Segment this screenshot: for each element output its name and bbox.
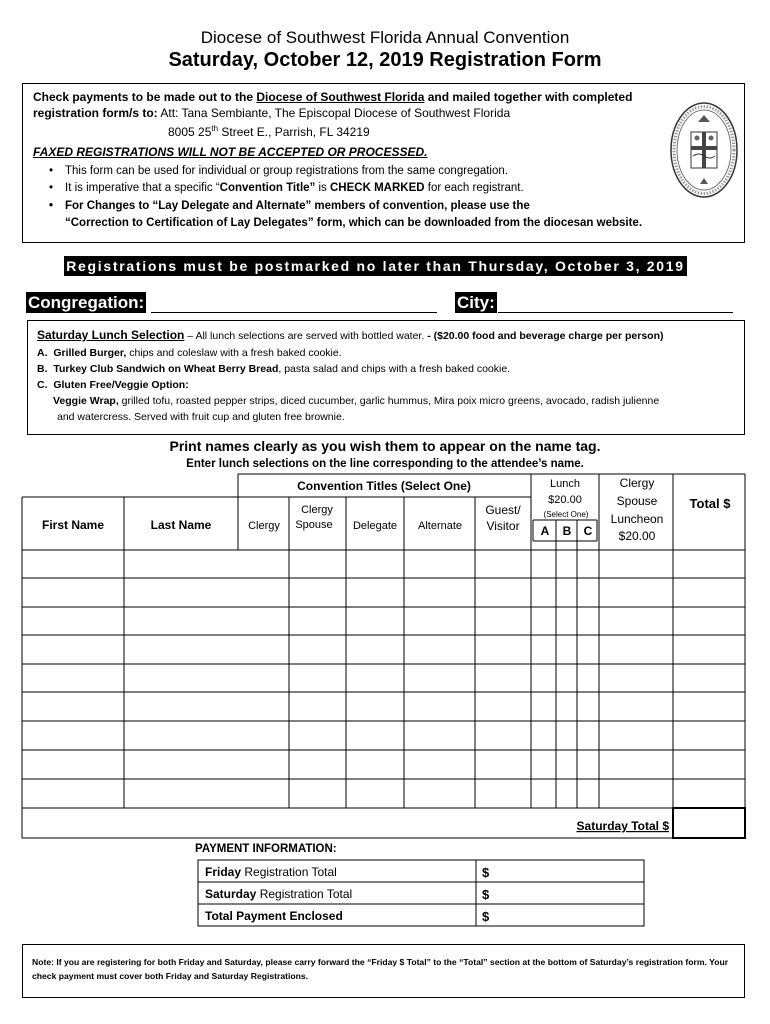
col-csl-3: Luncheon: [610, 512, 664, 526]
saturday-amount-field[interactable]: $: [482, 887, 490, 902]
col-csl-2: Spouse: [616, 494, 658, 508]
col-first-name: First Name: [41, 518, 105, 532]
col-delegate: Delegate: [352, 520, 398, 532]
lunch-option-a: A. Grilled Burger, chips and coleslaw with a fresh baked cookie.: [37, 347, 342, 359]
postmark-deadline-banner: Registrations must be postmarked no later than Thursday, October 3, 2019: [64, 256, 687, 276]
bullet-lay-delegate: • For Changes to “Lay Delegate and Alternate” members of convention, please use the: [65, 200, 530, 212]
form-title-line2: Saturday, October 12, 2019 Registration Form: [168, 49, 602, 71]
form-title-line1: Diocese of Southwest Florida Annual Convention: [200, 28, 570, 47]
col-lunch-b: B: [562, 524, 572, 538]
col-clergy-spouse-1: Clergy: [301, 504, 333, 516]
col-csl-4: $20.00: [618, 529, 656, 543]
bullet-lay-delegate-cont: “Correction to Certification of Lay Delegates” form, which can be downloaded from the diocesan website.: [65, 217, 643, 229]
col-total: Total $: [689, 496, 731, 511]
note-box: [22, 944, 745, 998]
check-instructions: Check payments to be made out to the Diocese of Southwest Florida and mailed together with completed: [33, 90, 633, 104]
col-lunch-2: $20.00: [548, 494, 582, 506]
col-guest-2: Visitor: [486, 519, 520, 533]
friday-amount-field[interactable]: $: [482, 865, 490, 880]
mailing-address: 8005 25th Street E., Parrish, FL 34219: [168, 124, 370, 139]
col-csl-1: Clergy: [619, 476, 655, 490]
payment-friday-row: Friday Registration Total: [205, 865, 337, 879]
mailing-line: registration form/s to: Att: Tana Sembiante, The Episcopal Diocese of Southwest Florida: [33, 106, 511, 120]
col-last-name: Last Name: [150, 518, 212, 532]
lunch-heading: Saturday Lunch Selection – All lunch selections are served with bottled water. - ($20.00 food and beverage charge per person): [37, 328, 664, 342]
payment-info-title: PAYMENT INFORMATION:: [195, 843, 337, 855]
col-guest-1: Guest/: [485, 503, 521, 517]
total-amount-field[interactable]: $: [482, 909, 490, 924]
lunch-entry-instruction: Enter lunch selections on the line corresponding to the attendee’s name.: [186, 458, 584, 470]
col-lunch-a: A: [540, 524, 550, 538]
lunch-option-c-detail: Veggie Wrap, grilled tofu, roasted pepper strips, diced cucumber, garlic hummus, Mira poix micro greens, avocado, radish julienne: [53, 395, 660, 407]
lunch-option-c: C. Gluten Free/Veggie Option:: [37, 379, 189, 391]
col-lunch-1: Lunch: [550, 478, 580, 490]
col-lunch-3: (Select One): [543, 510, 589, 519]
fax-warning: FAXED REGISTRATIONS WILL NOT BE ACCEPTED OR PROCESSED.: [33, 145, 428, 159]
note-text: Note: If you are registering for both Friday and Saturday, please carry forward the “Friday $ Total” to the “Total” section at the bottom of Saturday’s registration form. Your check payment must cover both Friday and Saturday Registrations.: [32, 957, 729, 981]
saturday-total-label: Saturday Total $: [576, 819, 669, 833]
col-alternate: Alternate: [417, 520, 463, 532]
col-lunch-c: C: [583, 524, 593, 538]
bullet-convention-title: • It is imperative that a specific “Convention Title” is CHECK MARKED for each registrant.: [65, 182, 524, 194]
lunch-option-b: B. Turkey Club Sandwich on Wheat Berry Bread, pasta salad and chips with a fresh baked cookie.: [37, 363, 511, 375]
congregation-label: Congregation:: [28, 293, 145, 312]
city-label: City:: [457, 293, 495, 312]
lunch-option-c-detail-cont: and watercress. Served with fruit cup and gluten free brownie.: [57, 411, 345, 423]
convention-titles-header: Convention Titles (Select One): [297, 479, 471, 493]
payment-saturday-row: Saturday Registration Total: [205, 887, 353, 901]
bullet-individual-group: • This form can be used for individual or group registrations from the same congregation.: [65, 165, 508, 177]
col-clergy: Clergy: [248, 520, 280, 532]
payment-total-row: Total Payment Enclosed: [205, 909, 343, 923]
print-names-instruction: Print names clearly as you wish them to appear on the name tag.: [169, 438, 601, 454]
col-clergy-spouse-2: Spouse: [295, 519, 333, 531]
